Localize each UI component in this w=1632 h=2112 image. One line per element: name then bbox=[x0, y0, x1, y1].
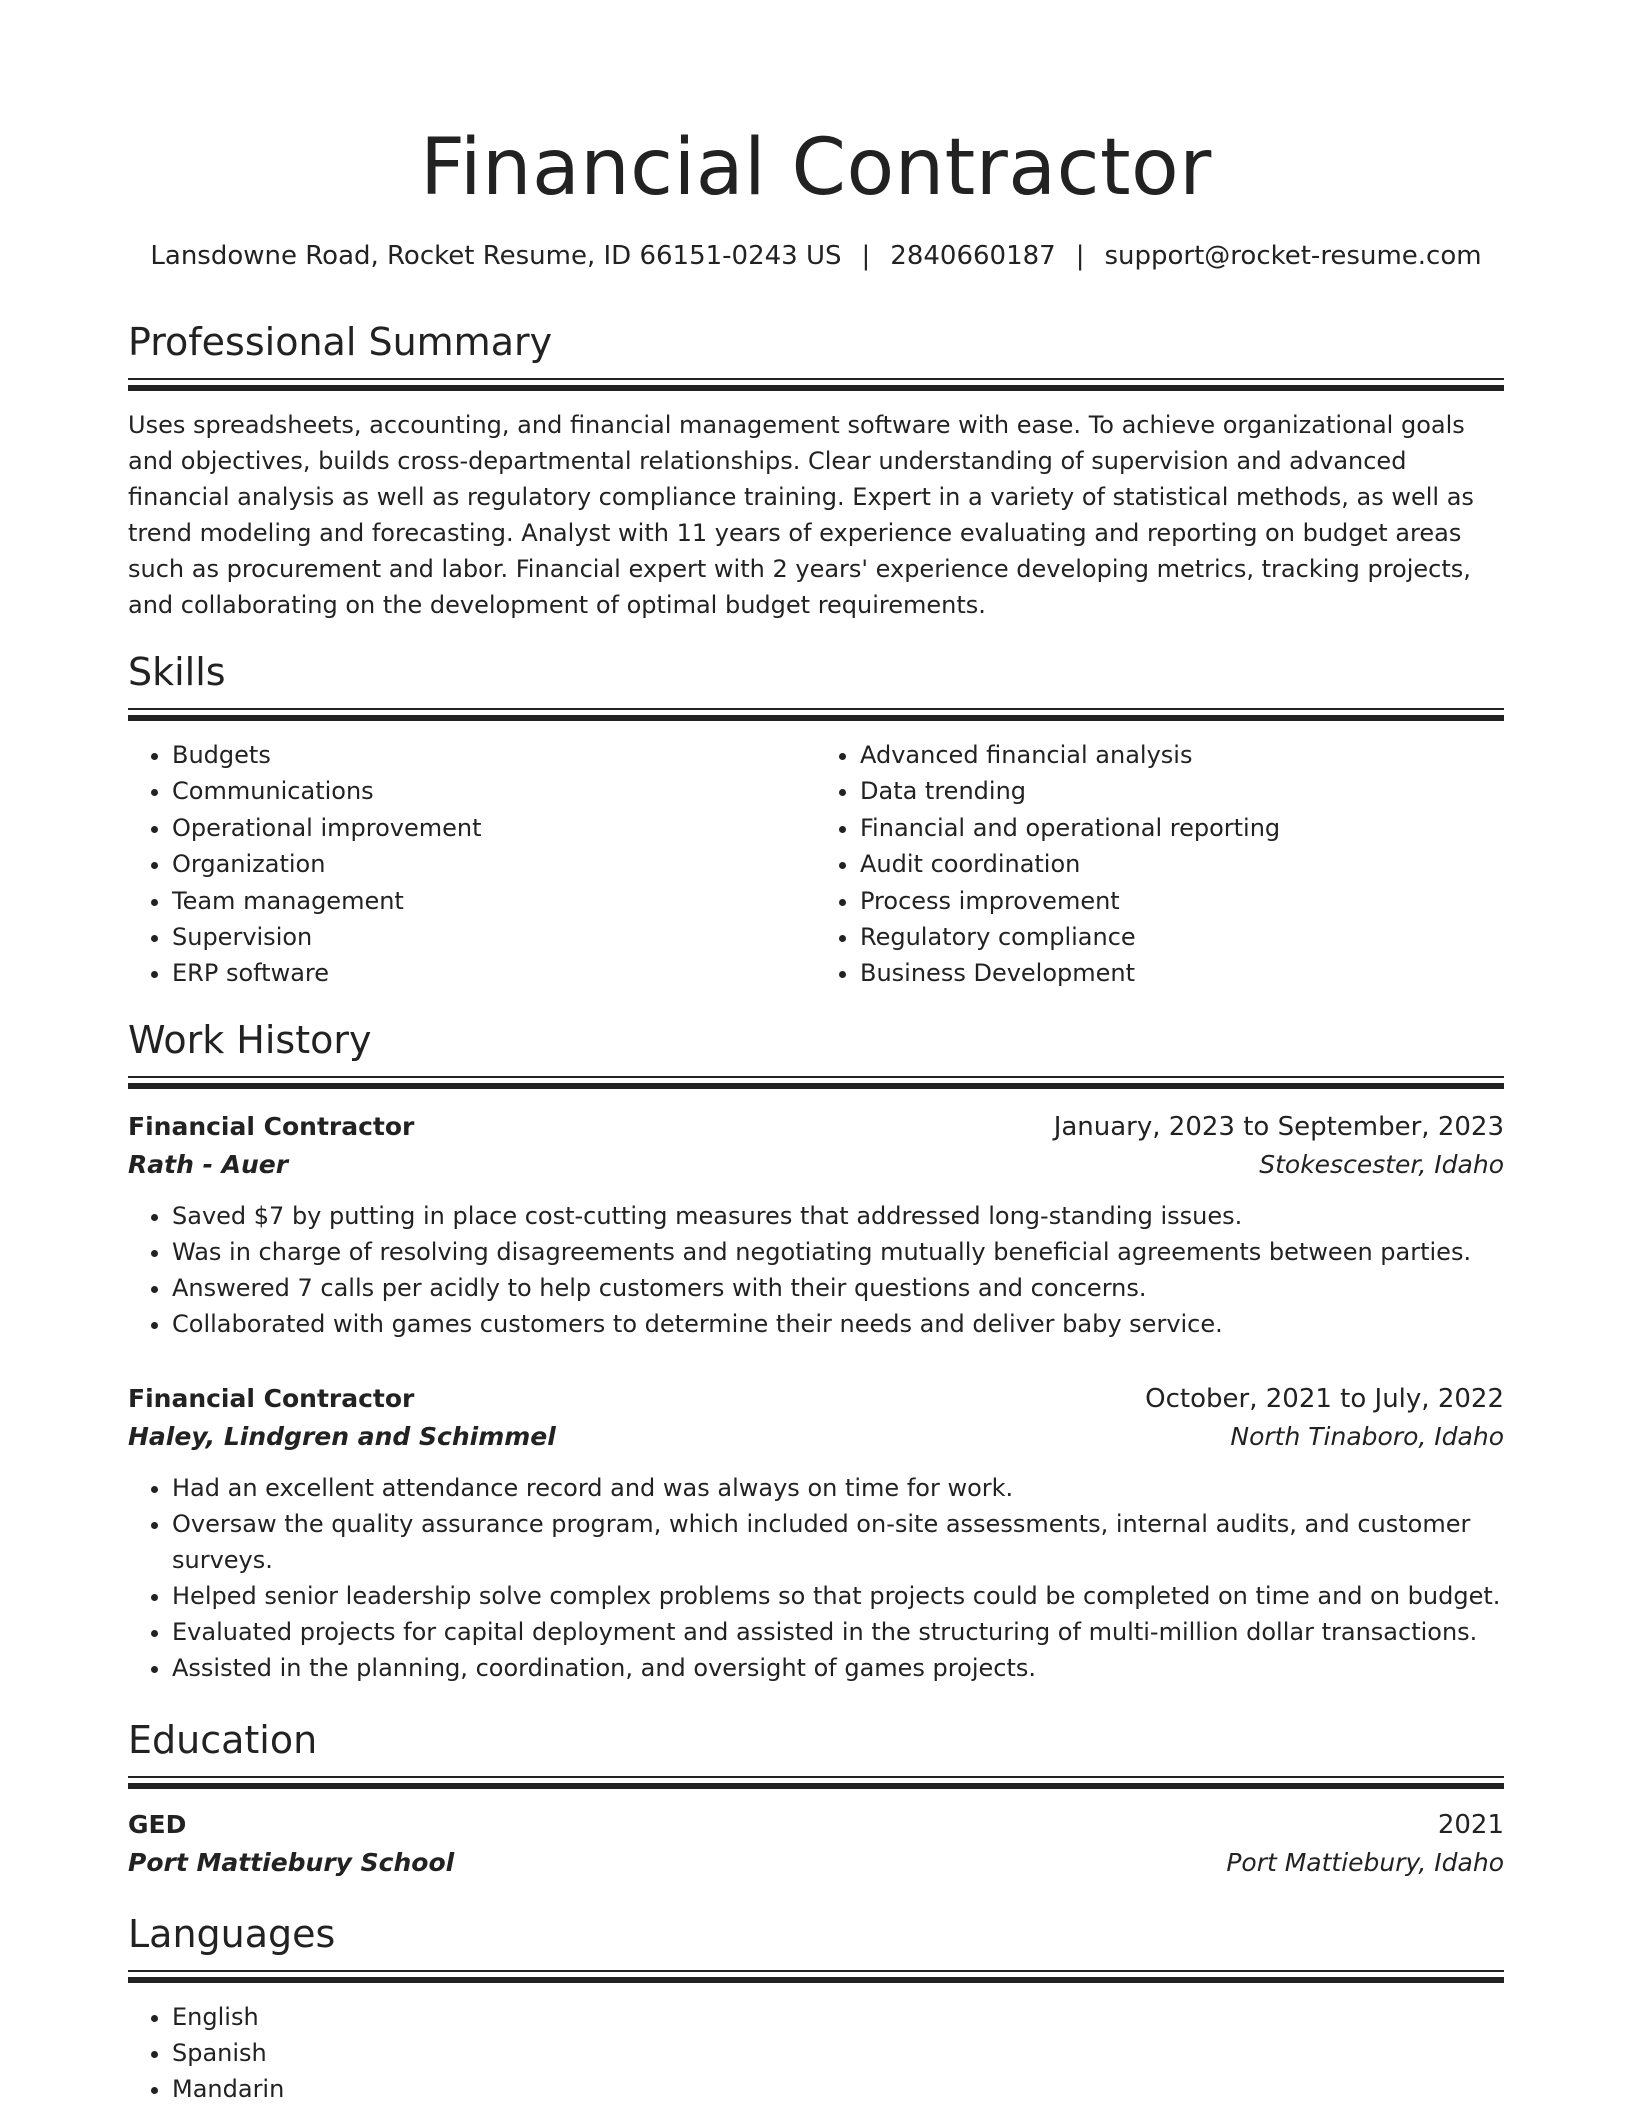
job-duty: • Helped senior leadership solve complex problems so that projects could be completed on time and on budget. bbox=[172, 1578, 1504, 1614]
language-item: • Mandarin bbox=[172, 2071, 1504, 2107]
languages-list bbox=[128, 1999, 1504, 2107]
summary-text: Uses spreadsheets, accounting, and financial management software with ease. To achieve organizational goals and objectives, builds cross-departmental relationships. Clear understanding of supervision and advanced financial analysis as well as regulatory compliance training. Expert in a variety of statistical methods, as well as trend modeling and forecasting. Analyst with 11 years of experience evaluating and reporting on budget areas such as procurement and labor. Financial expert with 2 years' experience developing metrics, tracking projects, and collaborating on the development of optimal budget requirements. bbox=[128, 411, 1474, 619]
job-company: Rath - Auer bbox=[128, 1150, 289, 1179]
skill-item: • Advanced financial analysis bbox=[860, 737, 1504, 773]
job-duty: • Assisted in the planning, coordination, and oversight of games projects. bbox=[172, 1650, 1504, 1686]
section-divider bbox=[128, 1776, 1504, 1778]
skill-item: • ERP software bbox=[172, 955, 816, 991]
section-divider bbox=[128, 378, 1504, 380]
education-year: 2021 bbox=[1437, 1810, 1504, 1840]
contact-phone: 2840660187 bbox=[890, 241, 1056, 271]
job-duty: • Saved $7 by putting in place cost-cutting measures that addressed long-standing issues. bbox=[172, 1198, 1504, 1234]
skill-item: • Financial and operational reporting bbox=[860, 810, 1504, 846]
language-item: • English bbox=[172, 1999, 1504, 2035]
job-company-row bbox=[128, 1146, 1504, 1184]
section-title-skills: Skills bbox=[128, 650, 226, 694]
language-item: • Spanish bbox=[172, 2035, 1504, 2071]
contact-address: Lansdowne Road, Rocket Resume, ID 66151-0243 US bbox=[150, 241, 842, 271]
job-duty: • Answered 7 calls per acidly to help customers with their questions and concerns. bbox=[172, 1270, 1504, 1306]
job-role: Financial Contractor bbox=[128, 1384, 415, 1413]
section-divider bbox=[128, 385, 1504, 391]
languages-section bbox=[128, 1910, 1504, 2107]
contact-separator: | bbox=[861, 241, 871, 271]
education-header-row bbox=[128, 1806, 1504, 1844]
skill-item: • Communications bbox=[172, 773, 816, 809]
skill-item: • Audit coordination bbox=[860, 846, 1504, 882]
education-degree: GED bbox=[128, 1810, 187, 1839]
skill-item: • Team management bbox=[172, 883, 816, 919]
section-title-summary: Professional Summary bbox=[128, 320, 553, 364]
job-company-row bbox=[128, 1418, 1504, 1456]
education-school-row bbox=[128, 1844, 1504, 1882]
job-location: North Tinaboro, Idaho bbox=[1230, 1422, 1504, 1451]
section-divider bbox=[128, 1970, 1504, 1972]
skill-item: • Supervision bbox=[172, 919, 816, 955]
work-history-section bbox=[128, 1016, 1504, 1089]
job-role: Financial Contractor bbox=[128, 1112, 415, 1141]
job-duty: • Was in charge of resolving disagreements and negotiating mutually beneficial agreements between parties. bbox=[172, 1234, 1504, 1270]
education-section bbox=[128, 1716, 1504, 1789]
skill-item: • Budgets bbox=[172, 737, 816, 773]
summary-section bbox=[128, 318, 1504, 623]
section-title-education: Education bbox=[128, 1718, 318, 1762]
job-location: Stokescester, Idaho bbox=[1259, 1150, 1504, 1179]
section-divider bbox=[128, 1076, 1504, 1078]
skill-item: • Regulatory compliance bbox=[860, 919, 1504, 955]
skill-item: • Operational improvement bbox=[172, 810, 816, 846]
section-divider bbox=[128, 1083, 1504, 1089]
job-entry bbox=[128, 1108, 1504, 1342]
job-dates: January, 2023 to September, 2023 bbox=[1053, 1112, 1504, 1142]
job-duty: • Had an excellent attendance record and was always on time for work. bbox=[172, 1470, 1504, 1506]
job-dates: October, 2021 to July, 2022 bbox=[1145, 1384, 1504, 1414]
job-header-row bbox=[128, 1380, 1504, 1418]
section-divider bbox=[128, 708, 1504, 710]
resume-name: Financial Contractor bbox=[420, 123, 1212, 213]
education-school: Port Mattiebury School bbox=[128, 1848, 455, 1877]
skills-columns bbox=[128, 737, 1504, 992]
contact-line bbox=[128, 238, 1504, 274]
section-title-languages: Languages bbox=[128, 1912, 336, 1956]
job-duty: • Evaluated projects for capital deployment and assisted in the structuring of multi-million dollar transactions. bbox=[172, 1614, 1504, 1650]
skills-list-right bbox=[816, 737, 1504, 992]
job-company: Haley, Lindgren and Schimmel bbox=[128, 1422, 556, 1451]
skill-item: • Data trending bbox=[860, 773, 1504, 809]
job-entry bbox=[128, 1380, 1504, 1686]
job-duty: • Collaborated with games customers to determine their needs and deliver baby service. bbox=[172, 1306, 1504, 1342]
job-duty: • Oversaw the quality assurance program, which included on-site assessments, internal audits, and customer surveys. bbox=[172, 1506, 1504, 1578]
education-entry bbox=[128, 1806, 1504, 1882]
section-divider bbox=[128, 1783, 1504, 1789]
job-duties-list bbox=[128, 1198, 1504, 1342]
contact-email: support@rocket-resume.com bbox=[1104, 241, 1482, 271]
job-duties-list bbox=[128, 1470, 1504, 1686]
section-divider bbox=[128, 715, 1504, 721]
skill-item: • Business Development bbox=[860, 955, 1504, 991]
section-title-work-history: Work History bbox=[128, 1018, 372, 1062]
section-divider bbox=[128, 1977, 1504, 1983]
job-header-row bbox=[128, 1108, 1504, 1146]
skills-list-left bbox=[128, 737, 816, 992]
skill-item: • Process improvement bbox=[860, 883, 1504, 919]
skill-item: • Organization bbox=[172, 846, 816, 882]
skills-section bbox=[128, 648, 1504, 992]
contact-separator: | bbox=[1075, 241, 1085, 271]
education-location: Port Mattiebury, Idaho bbox=[1226, 1848, 1504, 1877]
